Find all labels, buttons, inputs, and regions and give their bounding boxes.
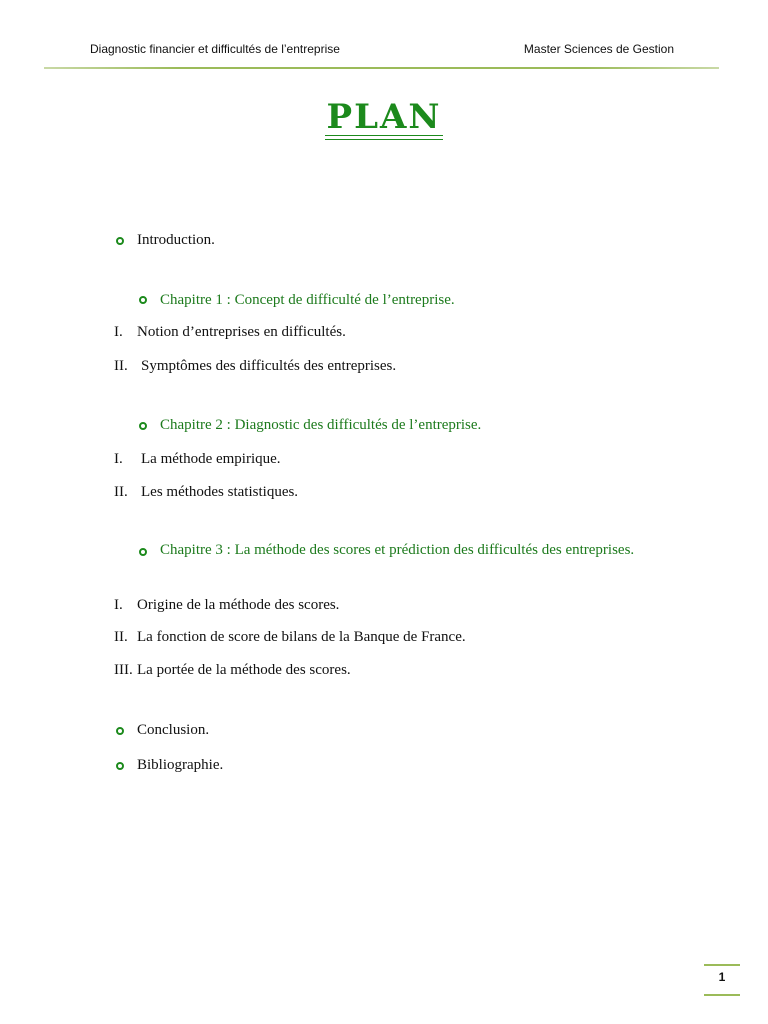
section-text: La portée de la méthode des scores. bbox=[137, 662, 351, 678]
header-document-title: Diagnostic financier et difficultés de l’entreprise bbox=[90, 42, 340, 56]
chapter-2-title: Chapitre 2 : Diagnostic des difficultés de l’entreprise. bbox=[160, 417, 482, 433]
section-number: I. bbox=[114, 597, 123, 613]
bullet-icon bbox=[116, 762, 124, 770]
section-text: Notion d’entreprises en difficultés. bbox=[137, 324, 346, 340]
title-container bbox=[0, 98, 768, 140]
section-text: Symptômes des difficultés des entreprises. bbox=[141, 358, 397, 374]
section-number: III. bbox=[114, 662, 133, 678]
section-text: La fonction de score de bilans de la Banque de France. bbox=[137, 629, 466, 645]
header-course-name: Master Sciences de Gestion bbox=[523, 42, 674, 56]
section-text: La méthode empirique. bbox=[141, 451, 281, 467]
header-rule bbox=[44, 67, 719, 69]
bullet-icon bbox=[116, 727, 124, 735]
footer-rule-bottom bbox=[704, 994, 740, 996]
chapter-1-title: Chapitre 1 : Concept de difficulté de l’entreprise. bbox=[160, 292, 455, 308]
section-number: I. bbox=[114, 324, 123, 340]
bullet-icon bbox=[116, 237, 124, 245]
item-conclusion: Conclusion. bbox=[137, 722, 210, 738]
section-number: II. bbox=[114, 484, 128, 500]
item-introduction: Introduction. bbox=[137, 232, 215, 248]
section-number: I. bbox=[114, 451, 123, 467]
section-number: II. bbox=[114, 629, 128, 645]
section-text: Les méthodes statistiques. bbox=[141, 484, 299, 500]
bullet-icon bbox=[139, 548, 147, 556]
page-title: PLAN bbox=[325, 98, 444, 140]
page-header bbox=[90, 42, 674, 60]
bullet-icon bbox=[139, 296, 147, 304]
item-bibliography: Bibliographie. bbox=[137, 757, 224, 773]
bullet-icon bbox=[139, 422, 147, 430]
footer-rule-top bbox=[704, 964, 740, 966]
chapter-3-title: Chapitre 3 : La méthode des scores et prédiction des difficultés des entreprises. bbox=[160, 542, 635, 558]
section-number: II. bbox=[114, 358, 128, 374]
page-number: 1 bbox=[718, 970, 726, 984]
section-text: Origine de la méthode des scores. bbox=[137, 597, 340, 613]
